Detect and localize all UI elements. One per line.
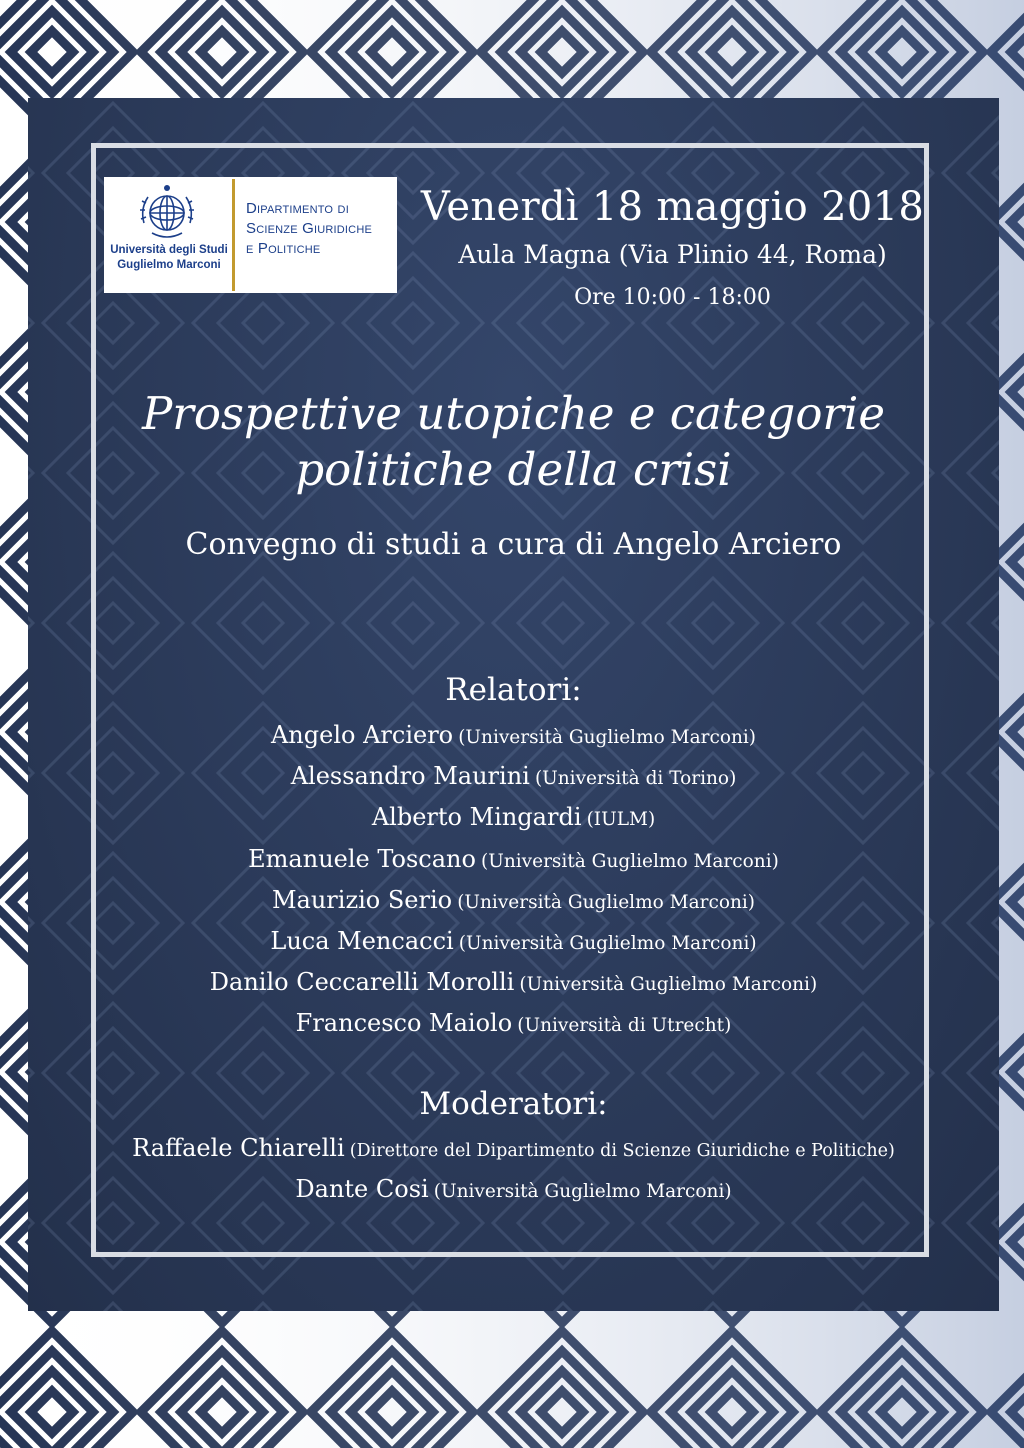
list-item bbox=[28, 968, 999, 1009]
list-item bbox=[28, 721, 999, 762]
logo-divider bbox=[232, 179, 235, 291]
list-item bbox=[28, 1134, 999, 1175]
speakers-list bbox=[28, 721, 999, 1051]
moderator-name: Dante Cosi bbox=[295, 1175, 429, 1203]
list-item bbox=[28, 803, 999, 844]
list-item bbox=[28, 1175, 999, 1216]
university-name-line1: Università degli Studi bbox=[110, 244, 228, 256]
conference-subtitle: Convegno di studi a cura di Angelo Arciero bbox=[185, 527, 842, 562]
speaker-name: Danilo Ceccarelli Morolli bbox=[209, 968, 515, 997]
university-seal-icon bbox=[134, 183, 200, 243]
speaker-affiliation: (Università di Torino) bbox=[534, 768, 737, 790]
moderator-affiliation: (Università Guglielmo Marconi) bbox=[433, 1181, 732, 1202]
speaker-name: Alberto Mingardi bbox=[371, 803, 582, 832]
speakers-heading: Relatori: bbox=[445, 672, 582, 708]
speaker-name: Emanuele Toscano bbox=[248, 844, 476, 873]
moderator-affiliation: (Direttore del Dipartimento di Scienze Giuridiche e Politiche) bbox=[349, 1141, 895, 1161]
speaker-name: Francesco Maiolo bbox=[295, 1009, 513, 1038]
conference-title-line1: Prospettive utopiche e categorie bbox=[142, 387, 885, 440]
list-item bbox=[28, 927, 999, 968]
speaker-affiliation: (IULM) bbox=[586, 809, 656, 831]
speaker-affiliation: (Università Guglielmo Marconi) bbox=[519, 974, 818, 996]
conference-title-line2: politiche della crisi bbox=[295, 443, 732, 496]
list-item bbox=[28, 845, 999, 886]
speaker-affiliation: (Università Guglielmo Marconi) bbox=[457, 891, 756, 913]
moderators-list bbox=[28, 1134, 999, 1216]
moderator-name: Raffaele Chiarelli bbox=[132, 1134, 345, 1162]
event-date: Venerdì 18 maggio 2018 bbox=[420, 184, 925, 230]
speaker-affiliation: (Università Guglielmo Marconi) bbox=[458, 727, 757, 748]
speaker-affiliation: (Università Guglielmo Marconi) bbox=[481, 850, 779, 872]
conference-title bbox=[28, 386, 999, 498]
department-name bbox=[246, 199, 396, 259]
speaker-name: Luca Mencacci bbox=[270, 926, 454, 955]
department-name-line1: Dipartimento di bbox=[246, 200, 349, 217]
event-venue: Aula Magna (Via Plinio 44, Roma) bbox=[458, 240, 887, 269]
speaker-name: Maurizio Serio bbox=[271, 885, 453, 914]
list-item bbox=[28, 762, 999, 803]
list-item bbox=[28, 1009, 999, 1050]
list-item bbox=[28, 886, 999, 927]
moderators-heading: Moderatori: bbox=[419, 1086, 608, 1122]
speaker-name: Angelo Arciero bbox=[270, 721, 454, 749]
speaker-affiliation: (Università Guglielmo Marconi) bbox=[458, 932, 757, 954]
department-name-line3: e Politiche bbox=[246, 240, 321, 257]
university-logo bbox=[104, 177, 397, 293]
department-name-line2: Scienze Giuridiche bbox=[246, 220, 373, 237]
speaker-affiliation: (Università di Utrecht) bbox=[517, 1015, 732, 1037]
university-name-line2: Guglielmo Marconi bbox=[117, 259, 221, 271]
university-name bbox=[110, 243, 228, 273]
speaker-name: Alessandro Maurini bbox=[290, 762, 530, 791]
event-hours: Ore 10:00 - 18:00 bbox=[574, 285, 771, 310]
